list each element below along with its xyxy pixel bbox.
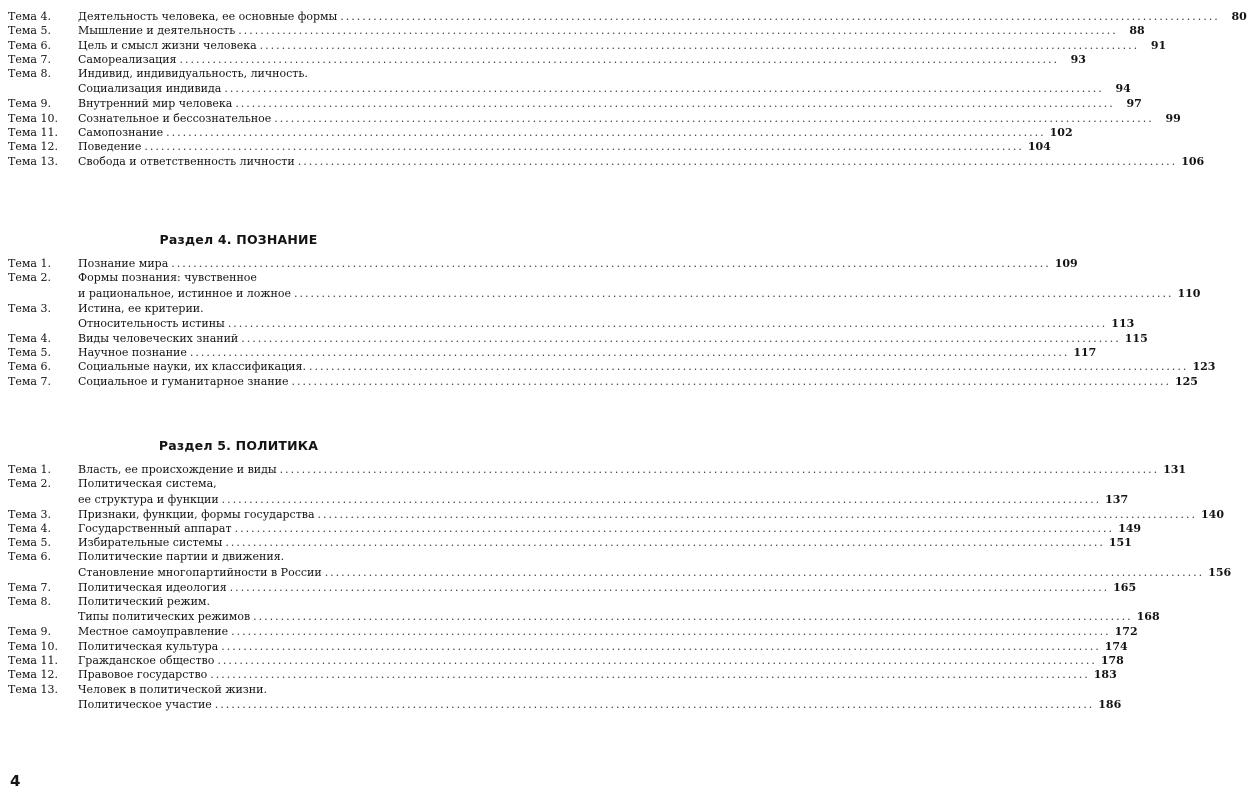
topic-page-number: 109 (1054, 257, 1078, 270)
topic-page-number: 88 (1129, 24, 1145, 38)
toc-entry (8, 140, 1051, 154)
dot-leader (144, 140, 1023, 154)
dot-leader (340, 10, 1219, 24)
toc-entry (8, 257, 1078, 271)
dot-leader (238, 24, 1117, 38)
topic-page-number: 174 (1104, 639, 1128, 653)
topic-number: Тема 7. (8, 580, 51, 594)
topic-title: Признаки, функции, формы государства (78, 507, 315, 521)
topic-number: Тема 2. (8, 477, 51, 491)
topic-title: Политические партии и движения. (78, 550, 285, 564)
toc-block-part3 (8, 10, 1247, 169)
topic-title: Внутренний мир человека (78, 97, 233, 111)
toc-entry (8, 286, 1201, 302)
topic-number: Тема 1. (8, 463, 51, 476)
topic-page-number: 99 (1165, 111, 1181, 125)
dot-leader (179, 53, 1058, 67)
topic-number: Тема 5. (8, 346, 51, 360)
topic-title: Цель и смысл жизни человека (78, 38, 257, 52)
topic-page-number: 186 (1098, 697, 1122, 711)
topic-page-number: 165 (1113, 580, 1137, 594)
toc-block-part4 (8, 257, 1216, 389)
toc-entry (8, 111, 1181, 126)
dot-leader (235, 97, 1114, 111)
topic-title: Политическая культура (78, 639, 219, 653)
topic-number: Тема 5. (8, 536, 51, 550)
topic-title: Власть, ее происхождение и виды (78, 463, 277, 476)
topic-title: Мышление и деятельность (78, 24, 236, 38)
topic-page-number: 97 (1126, 97, 1142, 111)
toc-block-part5 (8, 463, 1232, 713)
topic-title: ее структура и функции (78, 492, 219, 506)
topic-title: Гражданское общество (78, 653, 215, 667)
topic-page-number: 123 (1192, 360, 1216, 374)
toc-entry (8, 38, 1167, 53)
topic-title: Социальные науки, их классификация. (78, 360, 306, 374)
topic-title: Истина, ее критерии. (78, 301, 204, 315)
toc-entry (8, 331, 1148, 346)
topic-page-number: 117 (1073, 346, 1097, 360)
topic-title: Формы познания: чувственное (78, 271, 257, 285)
toc-entry (8, 154, 1205, 169)
topic-title: Правовое государство (78, 668, 208, 682)
topic-number: Тема 1. (8, 257, 51, 270)
topic-number: Тема 10. (8, 639, 58, 653)
topic-title: Политический режим. (78, 595, 210, 609)
toc-entry (8, 536, 1132, 550)
topic-number: Тема 6. (8, 550, 51, 564)
toc-entry (8, 580, 1137, 595)
topic-title: Государственный аппарат (78, 521, 232, 535)
dot-leader (260, 39, 1139, 53)
toc-entry (8, 625, 1138, 639)
toc-entry (8, 463, 1187, 477)
toc-entry (8, 477, 457, 491)
toc-entry (8, 360, 1216, 374)
topic-title: Научное познание (78, 346, 187, 360)
dot-leader (210, 668, 1089, 682)
toc-entry (8, 346, 1097, 360)
topic-page-number: 104 (1027, 140, 1051, 154)
toc-entry (8, 595, 457, 609)
dot-leader (292, 375, 1171, 389)
topic-page-number: 168 (1136, 610, 1160, 624)
toc-entry (8, 374, 1198, 389)
dot-leader (241, 332, 1120, 346)
topic-page-number: 115 (1124, 331, 1148, 345)
topic-page-number: 140 (1201, 507, 1224, 521)
topic-number: Тема 11. (8, 126, 58, 140)
toc-entry (8, 67, 457, 81)
page-number: 4 (10, 772, 21, 790)
dot-leader (215, 697, 1094, 713)
topic-title: Избирательные системы (78, 536, 223, 550)
toc-entry (8, 565, 1232, 581)
topic-number: Тема 9. (8, 625, 51, 639)
dot-leader (318, 508, 1197, 522)
topic-number: Тема 4. (8, 10, 51, 23)
topic-title: Становление многопартийности в России (78, 565, 322, 579)
dot-leader (171, 257, 1050, 271)
dot-leader (231, 625, 1110, 639)
topic-page-number: 178 (1100, 653, 1124, 667)
dot-leader (221, 640, 1100, 654)
toc-entry (8, 521, 1142, 536)
topic-page-number: 113 (1111, 316, 1135, 330)
topic-title: Познание мира (78, 257, 169, 270)
topic-number: Тема 12. (8, 140, 58, 154)
toc-entry (8, 507, 1224, 522)
topic-title: Относительность истины (78, 316, 225, 330)
topic-number: Тема 6. (8, 38, 51, 52)
topic-title: Деятельность человека, ее основные формы (78, 10, 338, 23)
dot-leader (325, 565, 1204, 581)
topic-title: Политическое участие (78, 697, 212, 711)
topic-number: Тема 7. (8, 374, 51, 388)
toc-entry (8, 24, 1145, 38)
topic-page-number: 149 (1118, 521, 1142, 535)
topic-title: Сознательное и бессознательное (78, 111, 272, 125)
topic-title: Социализация индивида (78, 82, 222, 96)
topic-title: Самопознание (78, 126, 164, 140)
toc-entry (8, 609, 1160, 625)
topic-page-number: 93 (1070, 52, 1086, 66)
toc-entry (8, 302, 457, 316)
topic-page-number: 172 (1114, 625, 1138, 639)
topic-title: Типы политических режимов (78, 610, 251, 624)
dot-leader (309, 360, 1188, 374)
topic-number: Тема 10. (8, 111, 58, 125)
toc-entry (8, 697, 1122, 713)
toc-entry (8, 653, 1124, 668)
dot-leader (253, 609, 1132, 625)
dot-leader (230, 581, 1109, 595)
topic-number: Тема 11. (8, 653, 58, 667)
topic-page-number: 151 (1108, 536, 1132, 550)
dot-leader (235, 522, 1114, 536)
section-heading-5: Раздел 5. ПОЛИТИКА (158, 438, 319, 453)
dot-leader (217, 654, 1096, 668)
dot-leader (224, 81, 1103, 97)
topic-page-number: 110 (1177, 286, 1201, 300)
topic-title: Политическая система, (78, 477, 217, 491)
topic-number: Тема 12. (8, 668, 58, 682)
dot-leader (298, 155, 1177, 169)
topic-title: Политическая идеология (78, 580, 227, 594)
topic-title: Виды человеческих знаний (78, 331, 239, 345)
topic-number: Тема 5. (8, 24, 51, 38)
topic-page-number: 131 (1163, 463, 1187, 476)
toc-entry (8, 683, 457, 697)
topic-title: Индивид, индивидуальность, личность. (78, 67, 308, 81)
topic-title: Свобода и ответственность личности (78, 154, 295, 168)
topic-page-number: 156 (1208, 565, 1232, 579)
topic-number: Тема 4. (8, 521, 51, 535)
topic-page-number: 106 (1181, 154, 1205, 168)
topic-title: Местное самоуправление (78, 625, 229, 639)
topic-title: Поведение (78, 140, 142, 154)
toc-entry (8, 10, 1247, 24)
dot-leader (280, 463, 1159, 477)
topic-number: Тема 3. (8, 507, 51, 521)
topic-page-number: 183 (1093, 668, 1117, 682)
topic-title: и рациональное, истинное и ложное (78, 286, 292, 300)
topic-number: Тема 2. (8, 271, 51, 285)
toc-entry (8, 550, 457, 564)
topic-page-number: 91 (1150, 38, 1167, 52)
topic-number: Тема 7. (8, 52, 51, 66)
topic-page-number: 80 (1231, 10, 1247, 23)
topic-number: Тема 9. (8, 97, 51, 111)
topic-number: Тема 4. (8, 331, 51, 345)
dot-leader (228, 316, 1107, 332)
toc-entry (8, 668, 1117, 682)
toc-entry (8, 126, 1073, 140)
dot-leader (190, 346, 1069, 360)
topic-title: Человек в политической жизни. (78, 682, 267, 696)
topic-number: Тема 8. (8, 595, 51, 609)
topic-number: Тема 3. (8, 301, 51, 315)
toc-entry (8, 81, 1131, 97)
topic-page-number: 94 (1115, 82, 1131, 96)
topic-title: Социальное и гуманитарное знание (78, 374, 289, 388)
topic-number: Тема 6. (8, 360, 51, 374)
topic-number: Тема 8. (8, 67, 51, 81)
section-heading-4: Раздел 4. ПОЗНАНИЕ (159, 232, 318, 247)
toc-entry (8, 271, 457, 285)
toc-entry (8, 639, 1128, 654)
toc-entry (8, 492, 1129, 508)
topic-page-number: 137 (1105, 492, 1129, 506)
toc-entry (8, 52, 1086, 67)
dot-leader (294, 286, 1173, 302)
dot-leader (225, 536, 1104, 550)
dot-leader (274, 112, 1153, 126)
topic-page-number: 102 (1049, 126, 1073, 140)
topic-number: Тема 13. (8, 154, 58, 168)
toc-entry (8, 97, 1142, 111)
toc-entry (8, 316, 1135, 332)
dot-leader (222, 492, 1101, 508)
dot-leader (166, 126, 1045, 140)
topic-title: Самореализация (78, 52, 177, 66)
topic-number: Тема 13. (8, 682, 58, 696)
topic-page-number: 125 (1174, 374, 1198, 388)
